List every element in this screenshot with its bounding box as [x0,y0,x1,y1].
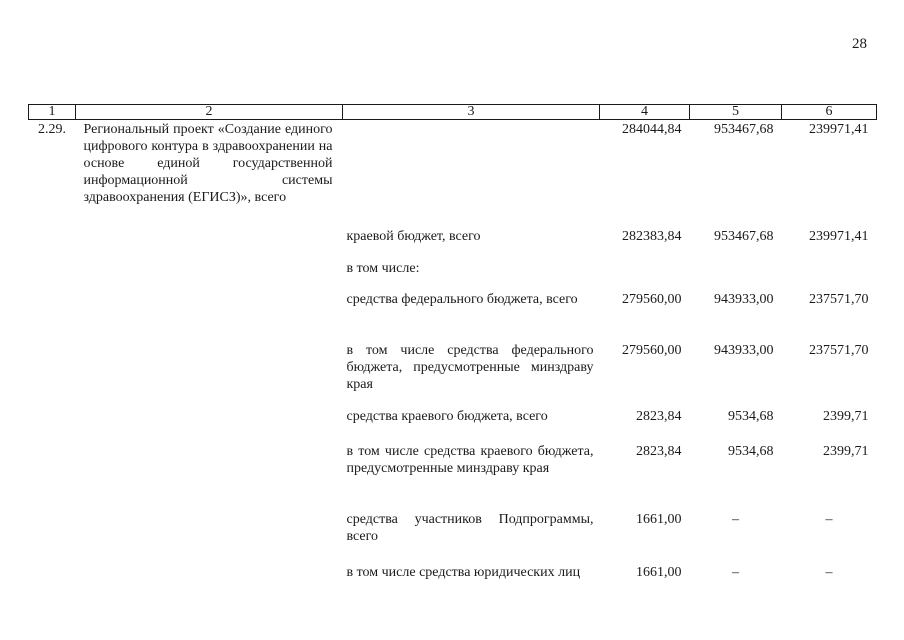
total-label [343,120,600,228]
budget-table [28,104,877,604]
header-col-6: 6 [782,105,877,120]
row-col6: 2399,71 [823,443,869,459]
table-row-total [29,120,877,228]
row-col4 [600,260,690,291]
header-col-5: 5 [690,105,782,120]
row-label: средства участников Подпрограммы, всего [346,511,594,544]
row-col5: 943933,00 [714,291,774,307]
row-col5: 943933,00 [714,342,774,358]
row-label: средства федерального бюджета, всего [346,291,578,307]
total-col5: 953467,68 [714,122,774,137]
row-label: в том числе средства краевого бюджета, предусмотренные минздраву края [346,443,594,476]
header-col-3: 3 [343,105,600,120]
page-number: 28 [852,36,867,52]
row-col6: 2399,71 [823,408,869,424]
row-col6: – [825,511,833,527]
header-row [29,105,877,120]
row-col5: 953467,68 [714,228,774,244]
row-col5: 9534,68 [728,443,774,459]
row-col4: 1661,00 [636,564,682,580]
row-label: краевой бюджет, всего [346,228,481,244]
row-label: в том числе средства федерального бюджета, предусмотренные минздраву края [346,342,594,392]
row-col4: 1661,00 [636,511,682,527]
header-col-4: 4 [600,105,690,120]
total-col4: 284044,84 [622,122,682,137]
header-col-1: 1 [29,105,76,120]
row-col6 [782,260,877,291]
row-col6: – [825,564,833,580]
row-col5 [690,260,782,291]
row-col5: – [732,564,739,580]
row-col6: 237571,70 [809,291,869,307]
row-col4: 2823,84 [636,408,682,424]
header-col-2: 2 [76,105,343,120]
project-title-cell [76,120,343,604]
row-col6: 237571,70 [809,342,869,358]
row-label: в том числе средства юридических лиц [346,564,581,580]
row-col4: 2823,84 [636,443,682,459]
row-number: 2.29. [38,122,66,137]
row-label: средства краевого бюджета, всего [346,408,548,424]
project-title: Региональный проект «Создание единого цифрового контура в здравоохранении на основе единой государственной информационной системы здравоохранения (ЕГИСЗ)», всего [83,122,333,205]
total-col6: 239971,41 [809,122,869,137]
row-col5: 9534,68 [728,408,774,424]
row-label: в том числе: [346,260,420,276]
row-col4: 282383,84 [622,228,682,244]
row-col6: 239971,41 [809,228,869,244]
row-col4: 279560,00 [622,342,682,358]
row-col5: – [732,511,739,527]
row-col4: 279560,00 [622,291,682,307]
